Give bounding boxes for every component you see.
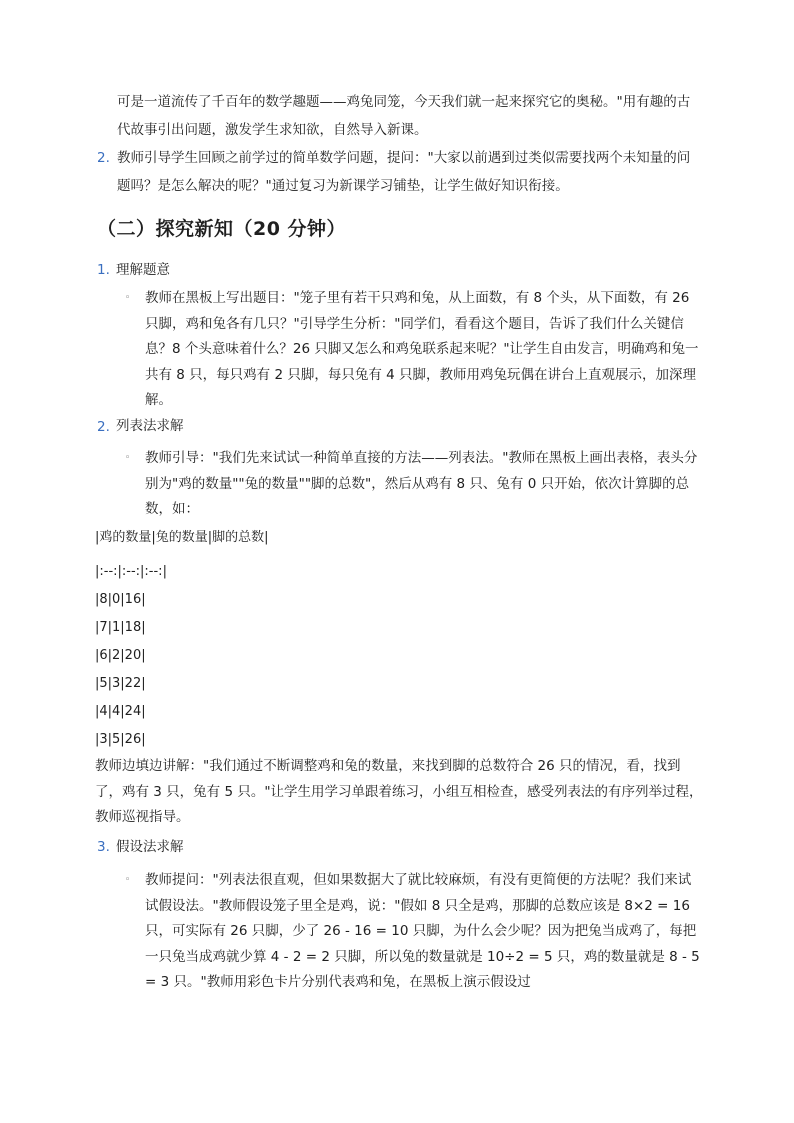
step-1-bullet-text: 教师在黑板上写出题目："笼子里有若干只鸡和兔，从上面数，有 8 个头，从下面数，有 26 只脚，鸡和兔各有几只？"引导学生分析："同学们，看看这个题目，告诉了我们什么关键信息？8 个头意味着什么？26 只脚又怎么和鸡兔联系起来呢？"让学生自由发言，明确鸡和兔一共有 8 只，每只鸡有 2 只脚，每只兔有 4 只脚，教师用鸡兔玩偶在讲台上直观展示，加深理解。 — [145, 290, 699, 408]
step-3-label: 假设法求解 — [116, 839, 184, 855]
step-1-bullet-icon: ◦ — [125, 293, 131, 303]
intro-item-2-text: 教师引导学生回顾之前学过的简单数学问题，提问："大家以前遇到过类似需要找两个未知量的问题吗？是怎么解决的呢？"通过复习为新课学习铺垫，让学生做好知识衔接。 — [117, 150, 691, 194]
table-line: |8|0|16| — [95, 592, 146, 607]
step-3-bullet-icon: ◦ — [125, 875, 131, 885]
step-2-number: 2. — [97, 419, 110, 435]
table-line: |3|5|26| — [95, 732, 146, 747]
step-1-number: 1. — [97, 262, 110, 278]
intro-item-2-number: 2. — [97, 150, 110, 166]
table-line: |6|2|20| — [95, 648, 146, 663]
section-heading: （二）探究新知（20 分钟） — [97, 218, 347, 240]
table-line: |:--:|:--:|:--:| — [95, 564, 167, 579]
intro-continuation: 可是一道流传了千百年的数学趣题——鸡兔同笼，今天我们就一起来探究它的奥秘。"用有趣的古代故事引出问题，激发学生求知欲，自然导入新课。 — [117, 94, 691, 138]
after-table-paragraph: 教师边填边讲解："我们通过不断调整鸡和兔的数量，来找到脚的总数符合 26 只的情况，看，找到了，鸡有 3 只，兔有 5 只。"让学生用学习单跟着练习，小组互相检查，感受列表法的有序列举过程，教师巡视指导。 — [95, 758, 703, 825]
step-2-bullet-icon: ◦ — [125, 453, 131, 463]
table-line: |鸡的数量|兔的数量|脚的总数| — [95, 530, 269, 545]
step-2-label: 列表法求解 — [116, 418, 184, 434]
step-3-number: 3. — [97, 839, 110, 855]
step-3-bullet-text: 教师提问："列表法很直观，但如果数据大了就比较麻烦，有没有更简便的方法呢？我们来试试假设法。"教师假设笼子里全是鸡，说："假如 8 只全是鸡，那脚的总数应该是 8×2 = 16 只，可实际有 26 只脚，少了 26 - 16 = 10 只脚，为什么会少呢？因为把兔当成鸡了，每把一只兔当成鸡就少算 4 - 2 = 2 只脚，所以兔的数量就是 10÷2 = 5 只，鸡的数量就是 8 - 5 = 3 只。"教师用彩色卡片分别代表鸡和兔，在黑板上演示假设过 — [145, 872, 700, 990]
table-line: |5|3|22| — [95, 676, 146, 691]
step-1-label: 理解题意 — [116, 262, 170, 278]
table-line: |4|4|24| — [95, 704, 146, 719]
step-2-bullet-text: 教师引导："我们先来试试一种简单直接的方法——列表法。"教师在黑板上画出表格，表头分别为"鸡的数量""兔的数量""脚的总数"，然后从鸡有 8 只、兔有 0 只开始，依次计算脚的总数，如： — [145, 450, 698, 517]
table-line: |7|1|18| — [95, 620, 146, 635]
